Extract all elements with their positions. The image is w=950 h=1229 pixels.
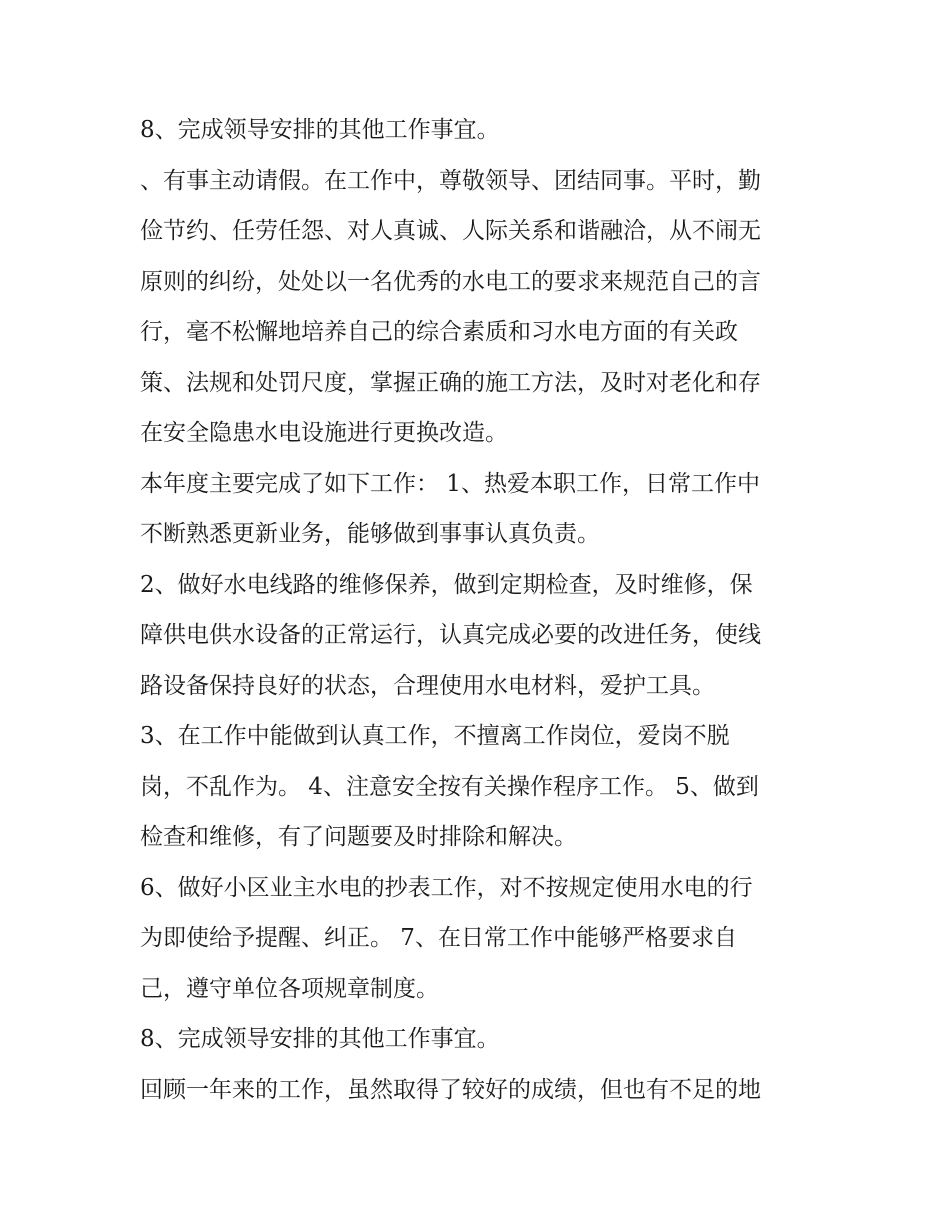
text-line-1: 8、完成领导安排的其他工作事宜。 [140, 117, 500, 143]
text-line-14: 岗，不乱作为。 4、注意安全按有关操作程序工作。 5、做到 [140, 774, 759, 800]
text-line-10: 2、做好水电线路的维修保养，做到定期检查，及时维修，保 [140, 572, 753, 598]
text-line-6: 策、法规和处罚尺度，掌握正确的施工方法，及时对老化和存 [140, 370, 761, 396]
text-line-18: 己，遵守单位各项规章制度。 [140, 976, 439, 1002]
text-line-9: 不断熟悉更新业务，能够做到事事认真负责。 [140, 521, 600, 547]
text-line-17: 为即使给予提醒、纠正。 7、在日常工作中能够严格要求自 [140, 925, 737, 951]
text-line-11: 障供电供水设备的正常运行，认真完成必要的改进任务，使线 [140, 622, 761, 648]
text-line-15: 检查和维修，有了问题要及时排除和解决。 [140, 824, 577, 850]
text-line-8: 本年度主要完成了如下工作： 1、热爱本职工作，日常工作中 [140, 471, 760, 497]
text-line-12: 路设备保持良好的状态，合理使用水电材料，爱护工具。 [140, 673, 715, 699]
text-line-3: 俭节约、任劳任怨、对人真诚、人际关系和谐融洽，从不闹无 [140, 218, 761, 244]
text-line-7: 在安全隐患水电设施进行更换改造。 [140, 420, 508, 446]
text-line-20: 回顾一年来的工作，虽然取得了较好的成绩，但也有不足的地 [140, 1077, 761, 1103]
text-line-5: 行，毫不松懈地培养自己的综合素质和习水电方面的有关政 [140, 319, 738, 345]
text-line-19: 8、完成领导安排的其他工作事宜。 [140, 1026, 500, 1052]
text-line-4: 原则的纠纷，处处以一名优秀的水电工的要求来规范自己的言 [140, 269, 761, 295]
text-line-16: 6、做好小区业主水电的抄表工作，对不按规定使用水电的行 [140, 875, 753, 901]
text-line-2: 、有事主动请假。在工作中，尊敬领导、团结同事。平时，勤 [140, 168, 761, 194]
text-line-13: 3、在工作中能做到认真工作，不擅离工作岗位，爱岗不脱 [140, 723, 730, 749]
